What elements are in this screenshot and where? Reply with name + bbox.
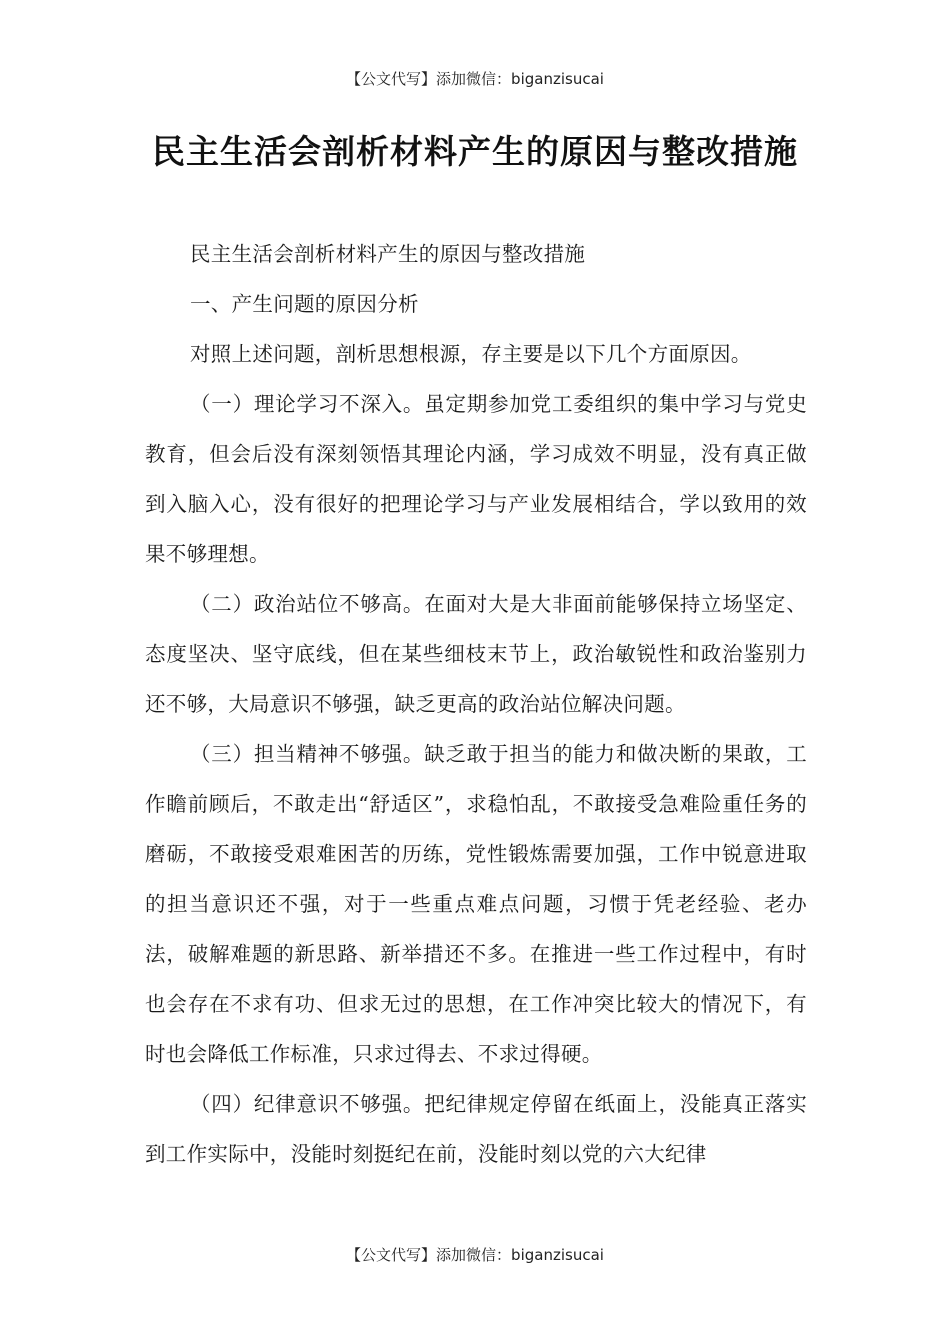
paragraph-item-3: （三）担当精神不够强。缺乏敢于担当的能力和做决断的果敢，工作瞻前顾后，不敢走出“舒适区”，求稳怕乱，不敢接受急难险重任务的磨砺，不敢接受艰难困苦的历练，党性锻炼需要加强，工作中锐意进取的担当意识还不强，对于一些重点难点问题，习惯于凭老经验、老办法，破解难题的新思路、新举措还不多。在推进一些工作过程中，有时也会存在不求有功、但求无过的思想，在工作冲突比较大的情况下，有时也会降低工作标准，只求过得去、不求过得硬。 <box>145 742 807 1066</box>
header-watermark-note: 【公文代写】添加微信：biganzisucai <box>346 70 604 88</box>
document-body <box>145 229 807 1179</box>
paragraph-section-heading: 一、产生问题的原因分析 <box>190 292 419 316</box>
paragraph-item-1: （一）理论学习不深入。虽定期参加党工委组织的集中学习与党史教育，但会后没有深刻领悟其理论内涵，学习成效不明显，没有真正做到入脑入心，没有很好的把理论学习与产业发展相结合，学以致用的效果不够理想。 <box>145 392 807 566</box>
paragraph-item-4: （四）纪律意识不够强。把纪律规定停留在纸面上，没能真正落实到工作实际中，没能时刻挺纪在前，没能时刻以党的六大纪律 <box>145 1092 807 1166</box>
paragraph-intro: 对照上述问题，剖析思想根源，存主要是以下几个方面原因。 <box>190 342 752 366</box>
document-title: 民主生活会剖析材料产生的原因与整改措施 <box>152 132 798 171</box>
paragraph-item-2: （二）政治站位不够高。在面对大是大非面前能够保持立场坚定、态度坚决、坚守底线，但在某些细枝末节上，政治敏锐性和政治鉴别力还不够，大局意识不够强，缺乏更高的政治站位解决问题。 <box>145 592 807 716</box>
footer-watermark-note: 【公文代写】添加微信：biganzisucai <box>346 1246 604 1264</box>
paragraph-subtitle: 民主生活会剖析材料产生的原因与整改措施 <box>190 242 586 266</box>
